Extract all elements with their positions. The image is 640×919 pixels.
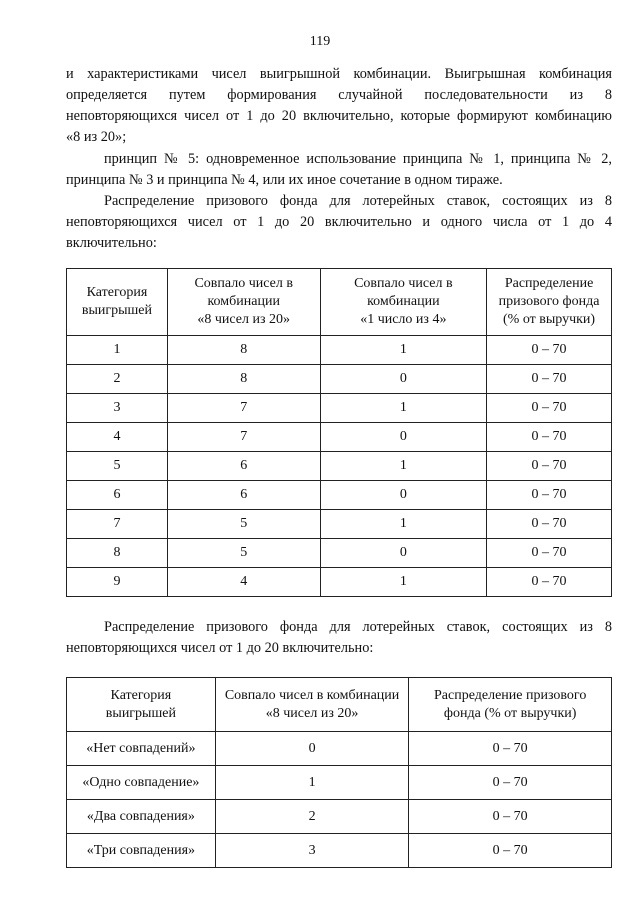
table-cell: 4 <box>167 568 320 597</box>
paragraph-table1-caption <box>66 191 612 254</box>
column-header-line: Распределение призового <box>434 687 587 703</box>
column-header <box>167 269 320 336</box>
table-row <box>67 834 612 868</box>
table-cell: 7 <box>67 510 168 539</box>
text-line: включительно: <box>66 235 157 251</box>
column-header-line: (% от выручки) <box>503 312 596 327</box>
column-header <box>67 269 168 336</box>
text-line: определяется путем формирования случайной последовательности из 8 <box>66 87 612 103</box>
table-cell: 8 <box>167 365 320 394</box>
table-cell: «Три совпадения» <box>67 834 216 868</box>
column-header <box>67 678 216 732</box>
table-cell: 0 <box>320 539 487 568</box>
paragraph-table2-caption <box>66 617 612 659</box>
prize-table-8-of-20-plus-1-of-4 <box>66 268 612 597</box>
table-row <box>67 732 612 766</box>
column-header-line: комбинации <box>207 294 280 309</box>
table-cell: 0 – 70 <box>409 766 612 800</box>
table-cell: 0 – 70 <box>487 481 612 510</box>
table-cell: 2 <box>67 365 168 394</box>
table-cell: 1 <box>320 452 487 481</box>
table-cell: 0 – 70 <box>409 800 612 834</box>
table-cell: 0 – 70 <box>487 423 612 452</box>
table-cell: 0 <box>320 423 487 452</box>
text-line: и характеристиками чисел выигрышной комбинации. Выигрышная комбинация <box>66 66 612 82</box>
table-cell: 0 <box>215 732 409 766</box>
column-header-line: Категория <box>110 687 172 703</box>
table-row <box>67 423 612 452</box>
text-line: неповторяющихся чисел от 1 до 20 включительно, которые формируют комбинацию <box>66 108 612 124</box>
column-header-line: Совпало чисел в <box>354 276 453 291</box>
table-cell: 3 <box>215 834 409 868</box>
column-header-line: «8 чисел из 20» <box>265 705 359 721</box>
table-cell: 4 <box>67 423 168 452</box>
table-cell: 0 <box>320 365 487 394</box>
column-header-line: «8 чисел из 20» <box>197 312 291 327</box>
table-cell: 1 <box>320 510 487 539</box>
table-row <box>67 452 612 481</box>
column-header-line: призового фонда <box>498 294 600 309</box>
table-cell: 8 <box>167 336 320 365</box>
table-cell: 5 <box>167 510 320 539</box>
text-line: неповторяющихся чисел от 1 до 20 включительно: <box>66 640 374 656</box>
table-cell: 8 <box>67 539 168 568</box>
table-cell: 0 – 70 <box>487 452 612 481</box>
table-cell: 3 <box>67 394 168 423</box>
column-header <box>215 678 409 732</box>
text-line: принципа № 3 и принципа № 4, или их иное сочетание в одном тираже. <box>66 172 503 188</box>
table-cell: 0 – 70 <box>487 394 612 423</box>
table-cell: «Одно совпадение» <box>67 766 216 800</box>
table-cell: 2 <box>215 800 409 834</box>
text-line: неповторяющихся чисел от 1 до 20 включительно и одного числа от 1 до 4 <box>66 214 612 230</box>
table-row <box>67 510 612 539</box>
table-cell: 5 <box>67 452 168 481</box>
table-row <box>67 539 612 568</box>
column-header-line: Распределение <box>504 276 594 291</box>
table-cell: 1 <box>320 394 487 423</box>
table-cell: 0 – 70 <box>487 510 612 539</box>
paragraph-principle-5 <box>66 149 612 191</box>
column-header <box>320 269 487 336</box>
prize-table-8-of-20 <box>66 677 612 868</box>
table-cell: 0 – 70 <box>409 834 612 868</box>
column-header-line: Совпало чисел в комбинации <box>224 687 400 703</box>
text-line: «8 из 20»; <box>66 129 127 145</box>
table-cell: 1 <box>215 766 409 800</box>
table-cell: 1 <box>67 336 168 365</box>
text-line: Распределение призового фонда для лотерейных ставок, состоящих из 8 <box>104 193 612 209</box>
table-cell: 1 <box>320 568 487 597</box>
table-cell: 0 – 70 <box>487 336 612 365</box>
table-row <box>67 568 612 597</box>
column-header-line: Категория <box>86 285 148 300</box>
page-number: 119 <box>309 34 331 49</box>
table-header-row <box>67 269 612 336</box>
table-cell: 0 – 70 <box>487 539 612 568</box>
column-header <box>409 678 612 732</box>
table-cell: 0 <box>320 481 487 510</box>
table-cell: 0 – 70 <box>487 365 612 394</box>
text-line: принцип № 5: одновременное использование принципа № 1, принципа № 2, <box>104 151 612 167</box>
column-header-line: фонда (% от выручки) <box>443 705 577 721</box>
column-header-line: комбинации <box>367 294 440 309</box>
table-row <box>67 336 612 365</box>
table-cell: 7 <box>167 423 320 452</box>
table-cell: 9 <box>67 568 168 597</box>
column-header <box>487 269 612 336</box>
table-row <box>67 365 612 394</box>
column-header-line: «1 число из 4» <box>360 312 447 327</box>
paragraph-intro <box>66 64 612 148</box>
table-cell: 0 – 70 <box>409 732 612 766</box>
table-cell: 6 <box>167 481 320 510</box>
column-header-line: выигрышей <box>105 705 176 721</box>
table-cell: 0 – 70 <box>487 568 612 597</box>
table-cell: «Два совпадения» <box>67 800 216 834</box>
table-row <box>67 766 612 800</box>
table-cell: 6 <box>167 452 320 481</box>
table-cell: 5 <box>167 539 320 568</box>
table-cell: 7 <box>167 394 320 423</box>
table-row <box>67 481 612 510</box>
table-cell: 6 <box>67 481 168 510</box>
column-header-line: Совпало чисел в <box>194 276 293 291</box>
column-header-line: выигрышей <box>81 303 153 318</box>
table-row <box>67 800 612 834</box>
table-row <box>67 394 612 423</box>
table-header-row <box>67 678 612 732</box>
text-line: Распределение призового фонда для лотерейных ставок, состоящих из 8 <box>104 619 612 635</box>
table-cell: 1 <box>320 336 487 365</box>
table-cell: «Нет совпадений» <box>67 732 216 766</box>
